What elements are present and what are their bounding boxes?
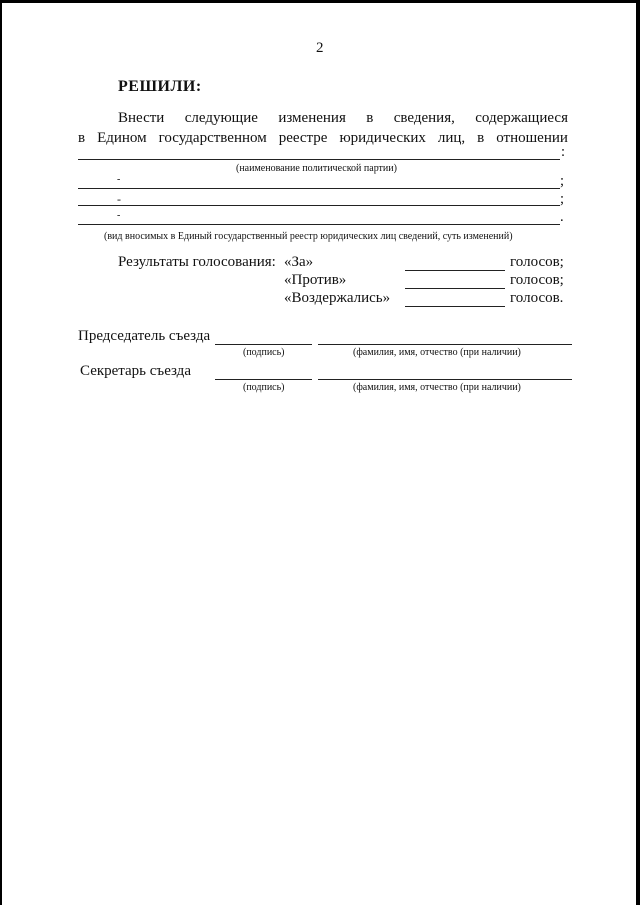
vote-unit-for: голосов;	[510, 254, 564, 270]
paragraph-word: Внести	[118, 110, 165, 126]
changes-caption: (вид вносимых в Единый государственный реестр юридических лиц сведений, суть изменений)	[104, 231, 513, 242]
vote-unit-against: голосов;	[510, 272, 564, 288]
party-name-line-end: :	[561, 144, 566, 160]
decision-heading: РЕШИЛИ:	[118, 78, 202, 95]
vote-option-for: «За»	[284, 254, 314, 270]
paragraph-word: сведения,	[393, 110, 455, 126]
vote-option-against: «Против»	[284, 272, 347, 288]
change-line	[78, 188, 560, 189]
paragraph-word: лиц,	[437, 130, 466, 146]
chairman-name-line	[318, 344, 572, 345]
secretary-signature-caption: (подпись)	[243, 382, 285, 393]
change-line-end: ;	[560, 173, 565, 189]
secretary-label: Секретарь съезда	[80, 363, 191, 379]
paragraph-word: юридических	[339, 130, 426, 146]
chairman-label: Председатель съезда	[78, 328, 211, 344]
scan-border-left	[0, 0, 2, 905]
vote-count-line-abstain	[405, 306, 505, 307]
page-number: 2	[316, 40, 324, 56]
secretary-name-line	[318, 379, 572, 380]
secretary-signature-line	[215, 379, 312, 380]
change-line-marker: -	[117, 210, 121, 221]
change-line	[78, 205, 560, 206]
chairman-name-caption: (фамилия, имя, отчество (при наличии)	[353, 347, 521, 358]
chairman-signature-line	[215, 344, 312, 345]
change-line-marker: -	[117, 192, 121, 206]
scan-border-top	[0, 0, 640, 3]
paragraph-word: реестре	[278, 130, 328, 146]
paragraph-word: в	[366, 110, 374, 126]
paragraph-line-2	[78, 130, 568, 147]
vote-count-line-against	[405, 288, 505, 289]
paragraph-word: в	[78, 130, 86, 146]
vote-count-line-for	[405, 270, 505, 271]
chairman-signature-caption: (подпись)	[243, 347, 285, 358]
change-line-end: ;	[560, 191, 565, 207]
paragraph-word: отношении	[496, 130, 568, 146]
vote-option-abstain: «Воздержались»	[284, 290, 391, 306]
scan-border-right	[636, 0, 640, 905]
party-name-caption: (наименование политической партии)	[236, 163, 397, 174]
party-name-line	[78, 159, 560, 160]
paragraph-line-1	[118, 110, 568, 127]
voting-label: Результаты голосования:	[118, 254, 276, 270]
change-line	[78, 224, 560, 225]
paragraph-word: государственном	[158, 130, 267, 146]
secretary-name-caption: (фамилия, имя, отчество (при наличии)	[353, 382, 521, 393]
paragraph-word: содержащиеся	[475, 110, 568, 126]
paragraph-word: в	[477, 130, 485, 146]
change-line-marker: -	[117, 174, 121, 185]
change-line-end: .	[560, 209, 564, 225]
paragraph-word: изменения	[278, 110, 346, 126]
paragraph-word: следующие	[184, 110, 258, 126]
paragraph-word: Едином	[97, 130, 147, 146]
vote-unit-abstain: голосов.	[510, 290, 564, 306]
